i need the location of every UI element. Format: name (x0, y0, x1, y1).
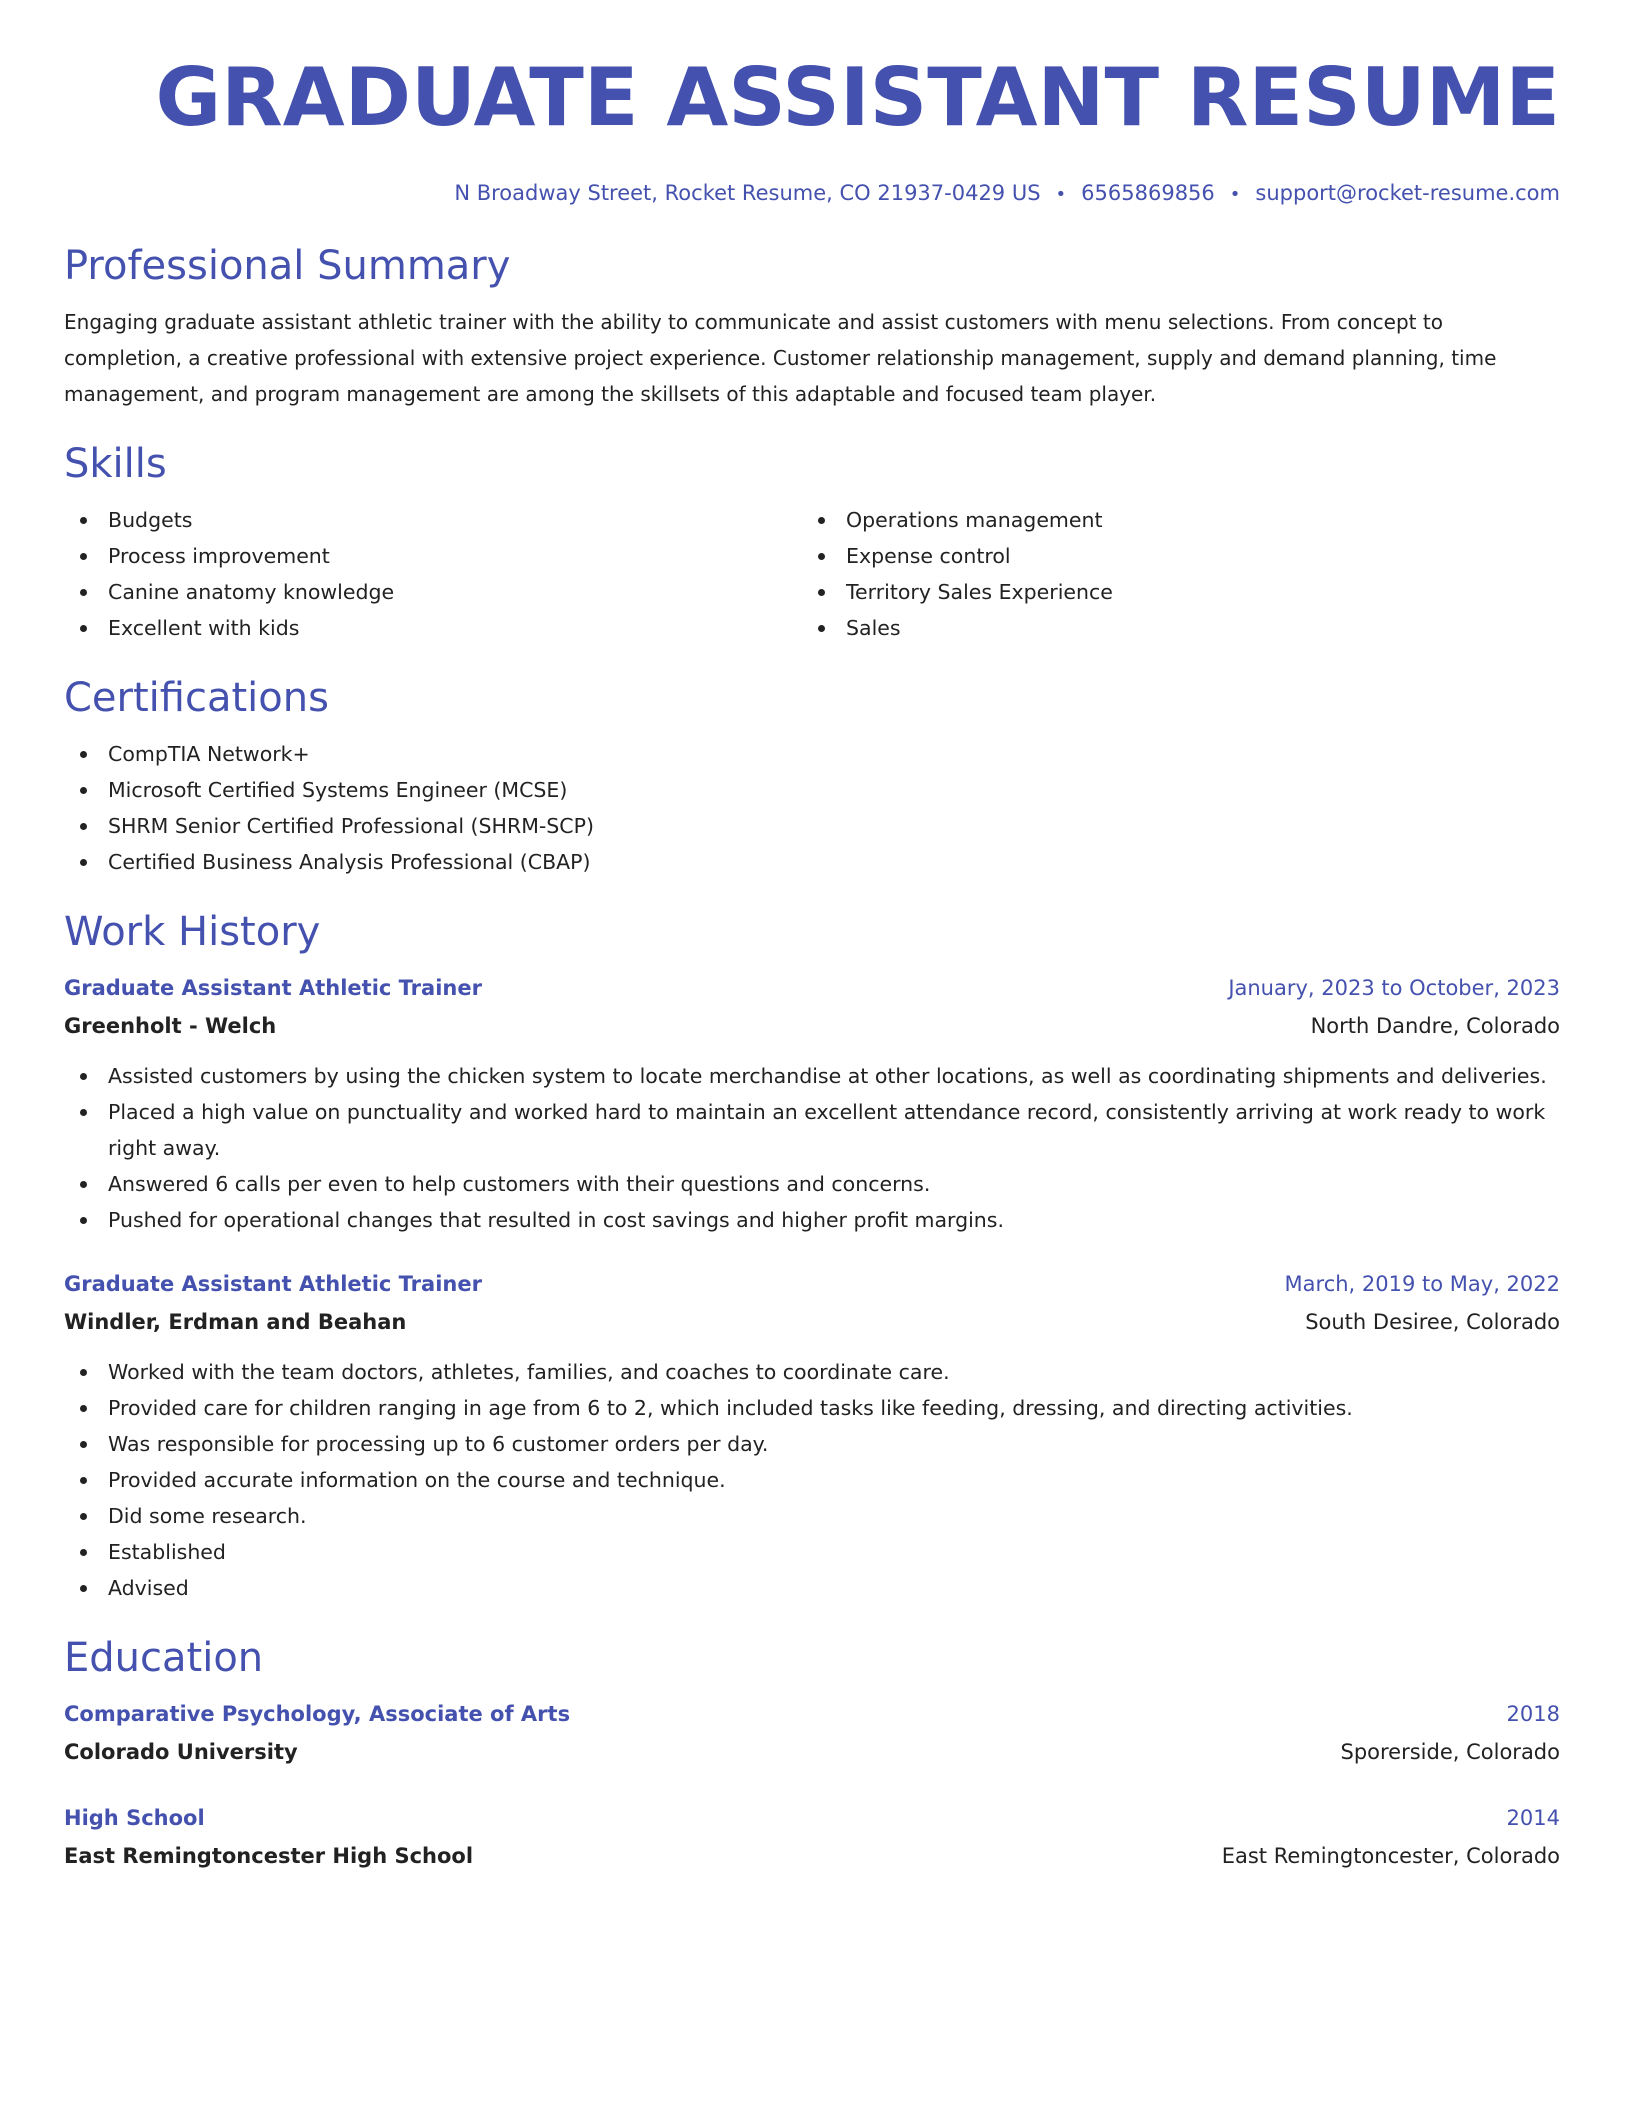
contact-line (64, 178, 1560, 208)
job-title: Graduate Assistant Athletic Trainer (64, 1272, 482, 1296)
job-duty-item: Provided care for children ranging in age from 6 to 2, which included tasks like feeding, dressing, and directing activities. (64, 1390, 1560, 1426)
summary-heading: Professional Summary (64, 243, 511, 289)
skill-item: Expense control (802, 538, 1540, 574)
certifications-heading: Certifications (64, 675, 329, 721)
skills-column-right (802, 502, 1540, 646)
job-duty-item: Established (64, 1534, 1560, 1570)
certification-item: Microsoft Certified Systems Engineer (MCSE) (64, 772, 1560, 808)
job-duty-item: Pushed for operational changes that resulted in cost savings and higher profit margins. (64, 1202, 1560, 1238)
contact-separator: • (1055, 184, 1067, 205)
resume-title: GRADUATE ASSISTANT RESUME (155, 51, 1560, 144)
contact-address: N Broadway Street, Rocket Resume, CO 21937-0429 US (454, 181, 1041, 205)
job-duty-item: Placed a high value on punctuality and worked hard to maintain an excellent attendance record, consistently arriving at work ready to work right away. (64, 1094, 1560, 1166)
summary-text: Engaging graduate assistant athletic trainer with the ability to communicate and assist customers with menu selections. From concept to completion, a creative professional with extensive project experience. Customer relationship management, supply and demand planning, time management, and program management are among the skillsets of this adaptable and focused team player. (64, 310, 1497, 406)
education-location: Sporerside, Colorado (1340, 1740, 1560, 1764)
skill-item: Budgets (64, 502, 802, 538)
skill-item: Territory Sales Experience (802, 574, 1540, 610)
education-school: Colorado University (64, 1740, 298, 1764)
education-subheader (64, 1732, 1560, 1772)
certification-item: CompTIA Network+ (64, 736, 1560, 772)
job-duty-item: Assisted customers by using the chicken system to locate merchandise at other locations, as well as coordinating shipments and deliveries. (64, 1058, 1560, 1094)
job-duty-item: Worked with the team doctors, athletes, families, and coaches to coordinate care. (64, 1354, 1560, 1390)
job-subheader (64, 1006, 1560, 1046)
contact-phone: 6565869856 (1081, 181, 1215, 205)
skills-heading: Skills (64, 441, 167, 487)
skill-item: Operations management (802, 502, 1540, 538)
job-duty-item: Did some research. (64, 1498, 1560, 1534)
education-header (64, 1800, 1560, 1836)
education-degree: Comparative Psychology, Associate of Arts (64, 1702, 571, 1726)
certification-item: SHRM Senior Certified Professional (SHRM-SCP) (64, 808, 1560, 844)
job-entry (64, 1266, 1560, 1606)
job-entry (64, 970, 1560, 1238)
certification-item: Certified Business Analysis Professional (CBAP) (64, 844, 1560, 880)
education-year: 2018 (1506, 1702, 1560, 1726)
job-dates: January, 2023 to October, 2023 (1228, 976, 1560, 1000)
job-duties-list (64, 1354, 1560, 1606)
job-company: Windler, Erdman and Beahan (64, 1310, 407, 1334)
education-entry (64, 1696, 1560, 1772)
job-duty-item: Provided accurate information on the course and technique. (64, 1462, 1560, 1498)
work-history-heading: Work History (64, 909, 321, 955)
skills-list (64, 502, 1560, 646)
job-location: South Desiree, Colorado (1305, 1310, 1560, 1334)
job-duty-item: Answered 6 calls per even to help customers with their questions and concerns. (64, 1166, 1560, 1202)
contact-separator: • (1229, 184, 1241, 205)
education-degree: High School (64, 1806, 205, 1830)
job-location: North Dandre, Colorado (1310, 1014, 1560, 1038)
job-header (64, 970, 1560, 1006)
education-school: East Remingtoncester High School (64, 1844, 474, 1868)
education-subheader (64, 1836, 1560, 1876)
job-duty-item: Was responsible for processing up to 6 customer orders per day. (64, 1426, 1560, 1462)
skill-item: Excellent with kids (64, 610, 802, 646)
resume-page (64, 50, 1560, 1876)
job-dates: March, 2019 to May, 2022 (1284, 1272, 1560, 1296)
skills-column-left (64, 502, 802, 646)
skill-item: Sales (802, 610, 1540, 646)
skill-item: Canine anatomy knowledge (64, 574, 802, 610)
education-entry (64, 1800, 1560, 1876)
education-location: East Remingtoncester, Colorado (1221, 1844, 1560, 1868)
education-year: 2014 (1506, 1806, 1560, 1830)
job-company: Greenholt - Welch (64, 1014, 277, 1038)
education-header (64, 1696, 1560, 1732)
job-subheader (64, 1302, 1560, 1342)
education-heading: Education (64, 1635, 264, 1681)
job-header (64, 1266, 1560, 1302)
job-duty-item: Advised (64, 1570, 1560, 1606)
certifications-list (64, 736, 1560, 880)
job-title: Graduate Assistant Athletic Trainer (64, 976, 482, 1000)
skill-item: Process improvement (64, 538, 802, 574)
job-duties-list (64, 1058, 1560, 1238)
contact-email[interactable]: support@rocket-resume.com (1255, 181, 1560, 205)
